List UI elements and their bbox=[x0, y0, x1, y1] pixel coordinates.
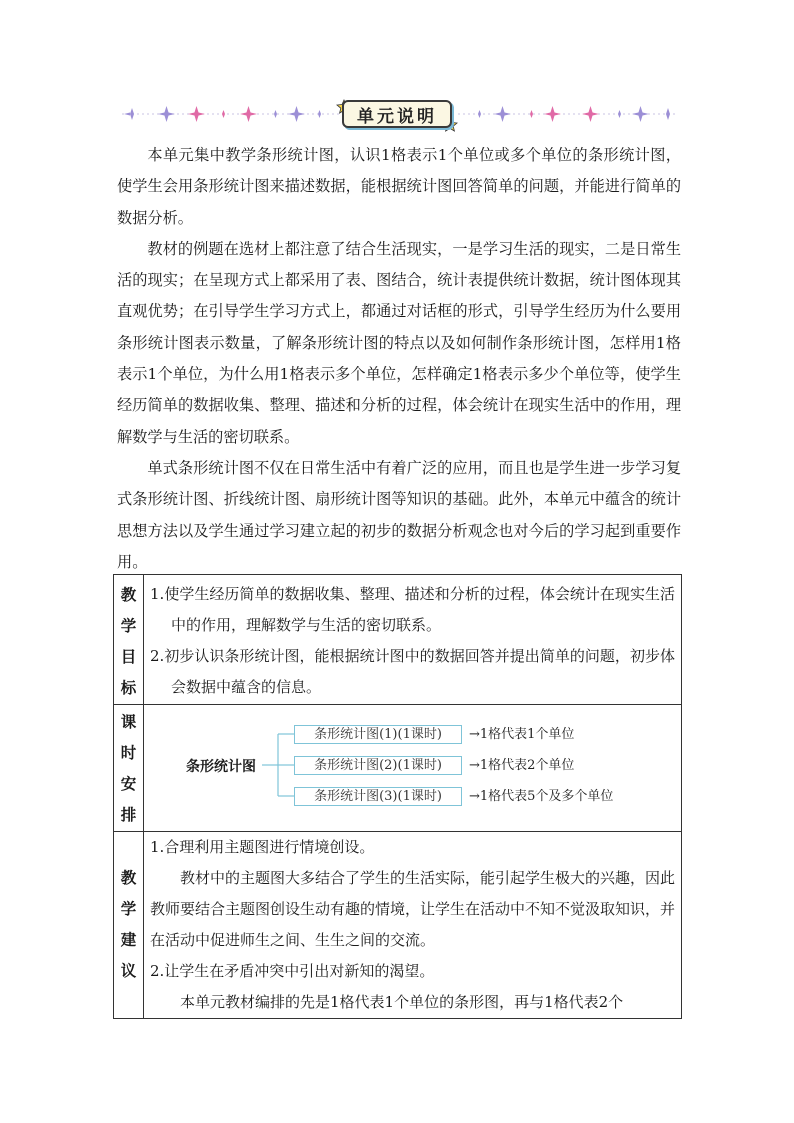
section-banner bbox=[118, 98, 680, 132]
lesson-desc: →1格代表2个单位 bbox=[469, 758, 575, 773]
goals-row bbox=[114, 575, 682, 705]
lesson-desc: →1格代表1个单位 bbox=[469, 727, 575, 742]
advice-item-text: 本单元教材编排的先是1格代表1个单位的条形图，再与1格代表2个 bbox=[180, 993, 624, 1011]
advice-head: 教 学 建 议 bbox=[114, 832, 144, 1019]
schedule-head: 课 时 安 排 bbox=[114, 705, 144, 832]
schedule-row bbox=[114, 705, 682, 832]
advice-item-text: 教材中的主题图大多结合了学生的生活实际，能引起学生极大的兴趣，因此教师要结合主题图创设生动有趣的情境，让学生在活动中不知不觉汲取知识，并在活动中促进师生之间、生生之间的交流。 bbox=[150, 869, 676, 949]
lesson-box: 条形统计图(3)(1课时) bbox=[294, 787, 462, 806]
advice-content bbox=[144, 832, 682, 1019]
goals-content bbox=[144, 575, 682, 705]
schedule-topic: 条形统计图 bbox=[186, 759, 256, 775]
goal-item: 1.使学生经历简单的数据收集、整理、描述和分析的过程，体会统计在现实生活中的作用，理解数学与生活的密切联系。 bbox=[150, 585, 675, 634]
advice-row bbox=[114, 832, 682, 1019]
lesson-box: 条形统计图(1)(1课时) bbox=[294, 725, 462, 744]
goal-item: 2.初步认识条形统计图，能根据统计图中的数据回答并提出简单的问题，初步体会数据中蕴含的信息。 bbox=[150, 647, 675, 696]
goals-head: 教 学 目 标 bbox=[114, 575, 144, 705]
schedule-content bbox=[144, 705, 682, 832]
intro-paragraph: 单式条形统计图不仅在日常生活中有着广泛的应用，而且也是学生进一步学习复式条形统计图、折线统计图、扇形统计图等知识的基础。此外，本单元中蕴含的统计思想方法以及学生通过学习建立起的初步的数据分析观念也对今后的学习起到重要作用。 bbox=[117, 458, 681, 571]
teaching-plan-table bbox=[113, 574, 682, 1019]
intro-paragraph: 教材的例题在选材上都注意了结合生活现实，一是学习生活的现实，二是日常生活的现实；在呈现方式上都采用了表、图结合，统计表提供统计数据，统计图体现其直观优势；在引导学生学习方式上，都通过对话框的形式，引导学生经历为什么要用条形统计图表示数量，了解条形统计图的特点以及如何制作条形统计图，怎样用1格表示1个单位，为什么用1格表示多个单位，怎样确定1格表示多少个单位等，使学生经历简单的数据收集、整理、描述和分析的过程，体会统计在现实生活中的作用，理解数学与生活的密切联系。 bbox=[117, 239, 681, 446]
lesson-box: 条形统计图(2)(1课时) bbox=[294, 756, 462, 775]
schedule-diagram bbox=[144, 705, 681, 823]
advice-item-title: 1.合理利用主题图进行情境创设。 bbox=[150, 838, 375, 856]
intro-text bbox=[117, 140, 681, 578]
intro-paragraph: 本单元集中教学条形统计图，认识1格表示1个单位或多个单位的条形统计图，使学生会用条形统计图来描述数据，能根据统计图回答简单的问题，并能进行简单的数据分析。 bbox=[117, 146, 681, 227]
section-title: 单元说明 bbox=[342, 100, 452, 128]
advice-item-title: 2.让学生在矛盾冲突中引出对新知的渴望。 bbox=[150, 962, 435, 980]
lesson-desc: →1格代表5个及多个单位 bbox=[469, 789, 614, 804]
bracket-lines bbox=[144, 705, 304, 823]
